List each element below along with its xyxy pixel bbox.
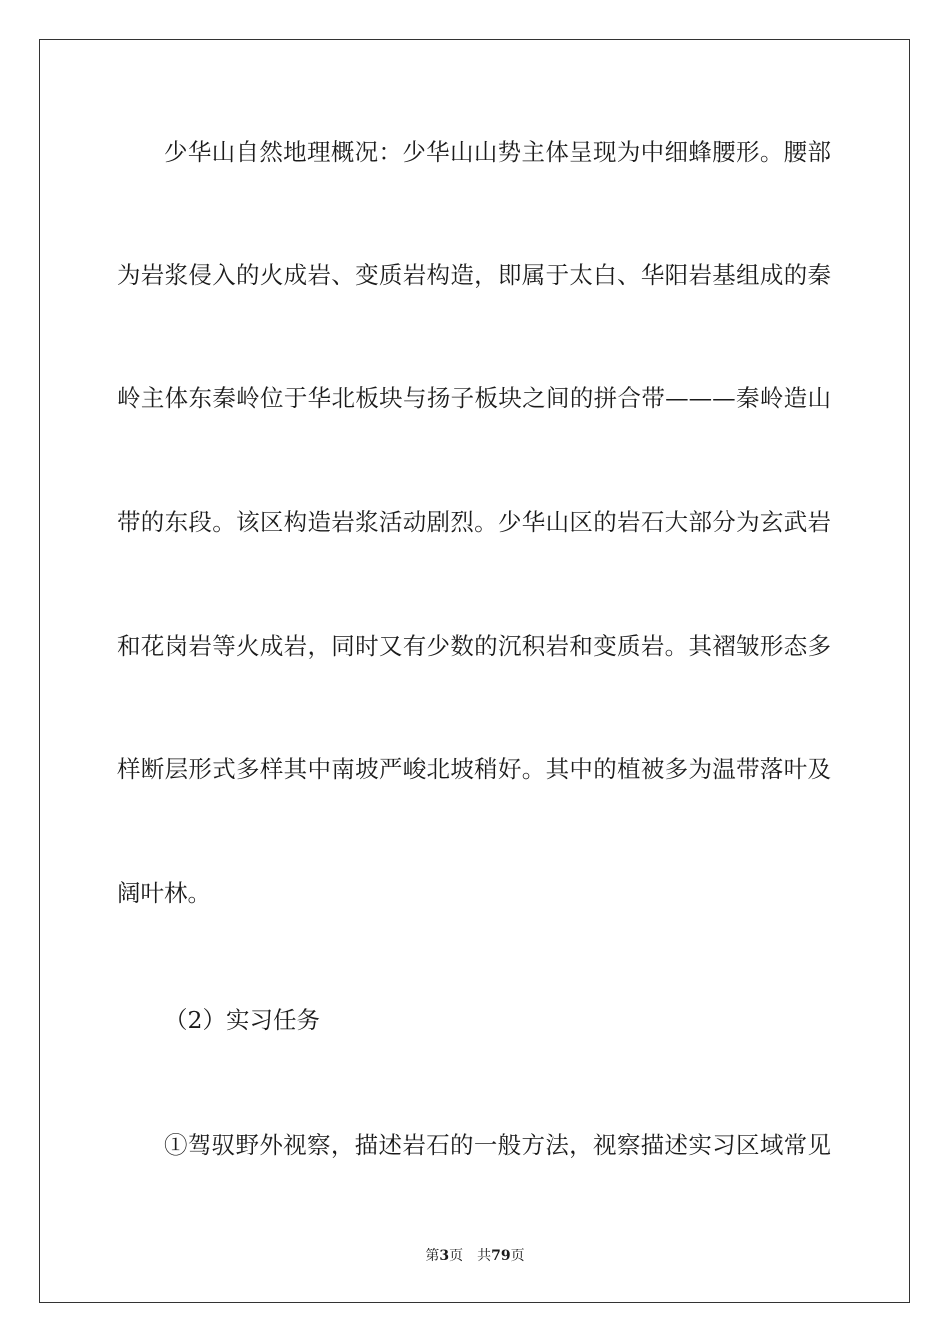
page-border: [39, 39, 910, 1303]
list-item-line-1: ①驾驭野外视察，描述岩石的一般方法，视察描述实习区域常见: [164, 1131, 831, 1159]
page-footer: [0, 1246, 950, 1266]
total-suffix: 页: [510, 1248, 525, 1264]
paragraph-line-7: 阔叶林。: [117, 879, 211, 907]
paragraph-line-1: 少华山自然地理概况：少华山山势主体呈现为中细蜂腰形。腰部: [164, 138, 831, 166]
total-pages: 79: [491, 1248, 511, 1264]
paragraph-line-5: 和花岗岩等火成岩，同时又有少数的沉积岩和变质岩。其褶皱形态多: [117, 632, 831, 660]
page-prefix: 第: [425, 1248, 440, 1264]
page-number: 3: [439, 1248, 450, 1264]
page-suffix: 页: [449, 1248, 464, 1264]
paragraph-line-6: 样断层形式多样其中南坡严峻北坡稍好。其中的植被多为温带落叶及: [117, 755, 831, 783]
section-heading: （2）实习任务: [164, 1006, 320, 1034]
total-prefix: 共: [477, 1248, 492, 1264]
paragraph-line-4: 带的东段。该区构造岩浆活动剧烈。少华山区的岩石大部分为玄武岩: [117, 508, 831, 536]
paragraph-line-2: 为岩浆侵入的火成岩、变质岩构造，即属于太白、华阳岩基组成的秦: [117, 261, 831, 289]
paragraph-line-3: 岭主体东秦岭位于华北板块与扬子板块之间的拼合带———秦岭造山: [117, 384, 831, 412]
